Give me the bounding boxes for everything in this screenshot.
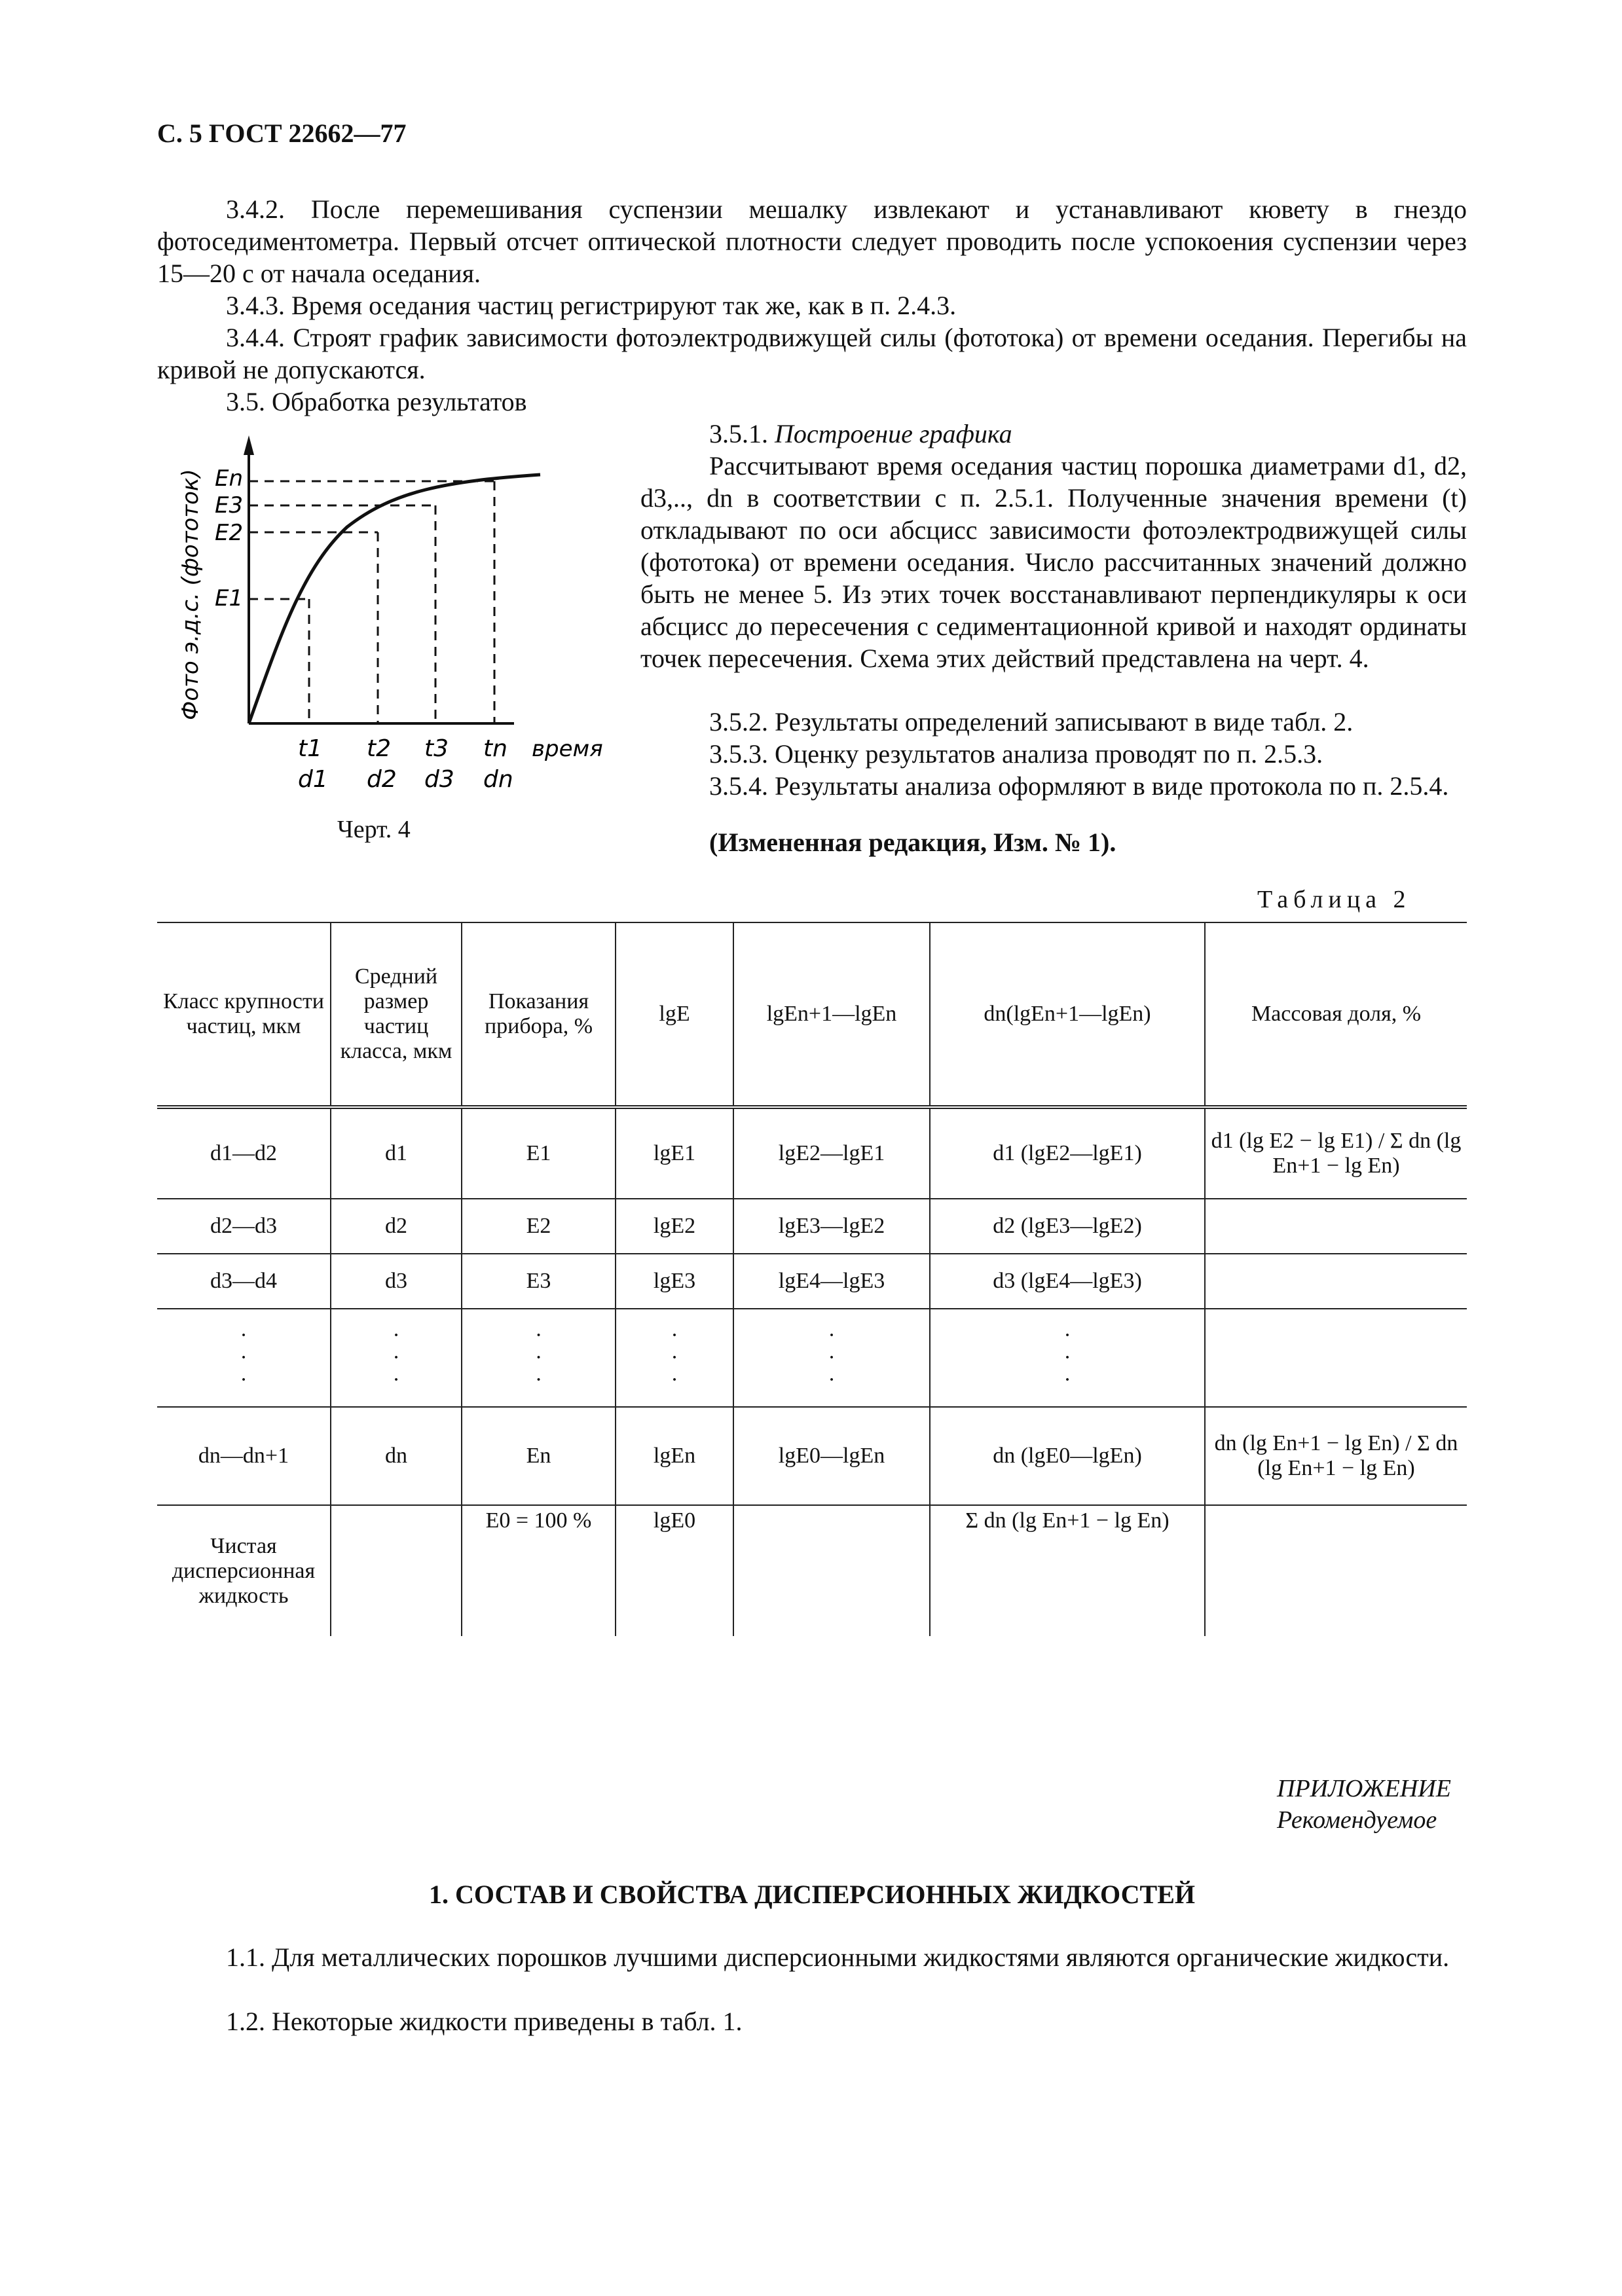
table-title: Таблица 2 — [1257, 886, 1411, 913]
x-axis-label: время — [532, 736, 603, 762]
cell: d1 (lgE2—lgE1) — [930, 1107, 1205, 1199]
cell: d3 — [331, 1254, 462, 1309]
y-tick-e3: E3 — [215, 492, 244, 519]
paragraph-3-5: 3.5. Обработка результатов — [226, 387, 527, 416]
figure-caption: Черт. 4 — [337, 816, 411, 843]
cell: lgE2 — [616, 1199, 733, 1254]
ellipsis: · · · — [331, 1309, 462, 1407]
y-tick-e1: E1 — [215, 585, 244, 611]
cell: d2 — [331, 1199, 462, 1254]
cell — [331, 1505, 462, 1636]
cell: d1—d2 — [157, 1107, 331, 1199]
paragraph-number: 3.5.1. — [709, 419, 768, 448]
ellipsis: · · · — [462, 1309, 616, 1407]
cell: dn — [331, 1407, 462, 1505]
x-tick-d2: d2 — [367, 766, 397, 793]
paragraph-3-4-2: 3.4.2. После перемешивания суспензии мешалку извлекают и устанавливают кювету в гнездо фотоседиментометра. Первый отсчет оптической плотности следует проводить после успокоения суспензии через 15—20 с от начала оседания. — [157, 194, 1467, 288]
x-tick-t1: t1 — [298, 735, 323, 762]
paragraph-1-1: 1.1. Для металлических порошков лучшими дисперсионными жидкостями являются органические жидкости. — [226, 1942, 1450, 1972]
th-mass-fraction: Массовая доля, % — [1205, 922, 1467, 1107]
th-class: Класс крупности частиц, мкм — [157, 922, 331, 1107]
th-lg-diff: lgEn+1—lgEn — [733, 922, 930, 1107]
cell: lgE1 — [616, 1107, 733, 1199]
paragraph-3-4-4: 3.4.4. Строят график зависимости фотоэлектродвижущей силы (фототока) от времени оседания. Перегибы на кривой не допускаются. — [157, 323, 1467, 384]
table-row-ellipsis — [157, 1309, 1467, 1407]
cell — [1205, 1309, 1467, 1407]
cell — [1205, 1505, 1467, 1636]
cell: Чистая дисперсионная жидкость — [172, 1533, 316, 1608]
section-title-plot: Построение графика — [775, 419, 1012, 448]
y-tick-e2: E2 — [215, 520, 244, 546]
paragraph-3-5-1-title — [640, 418, 1467, 450]
cell — [1205, 1254, 1467, 1309]
table-row — [157, 1107, 1467, 1199]
cell: d2—d3 — [157, 1199, 331, 1254]
y-axis-arrow-icon — [244, 435, 254, 455]
th-mean-size: Средний размер частиц класса, мкм — [331, 922, 462, 1107]
cell: lgE3—lgE2 — [733, 1199, 930, 1254]
th-readings: Показания прибора, % — [462, 922, 616, 1107]
cell — [733, 1505, 930, 1636]
x-tick-d3: d3 — [424, 766, 454, 793]
ellipsis: · · · — [616, 1309, 733, 1407]
results-table — [157, 922, 1467, 1636]
cell: E0 = 100 % — [462, 1505, 616, 1636]
cell: dn (lg En+1 − lg En) / Σ dn (lg En+1 − lg En) — [1205, 1407, 1467, 1505]
table-row — [157, 1254, 1467, 1309]
ellipsis: · · · — [157, 1309, 331, 1407]
x-tick-tn: tn — [483, 735, 507, 762]
cell — [1205, 1199, 1467, 1254]
cell: d3—d4 — [157, 1254, 331, 1309]
paragraph-3-5-1-body: Рассчитывают время оседания частиц порошка диаметрами d1, d2, d3,.., dn в соответствии с п. 2.5.1. Полученные значения времени (t) откладывают по оси абсцисс зависимости фотоэлектродвижущей силы (фототока) от времени оседания. Число рассчитанных значений должно быть не менее 5. Из этих точек восстанавливают перпендикуляры к оси абсцисс до пересечения с седиментационной кривой и находят ординаты точек пересечения. Схема этих действий представлена на черт. 4. — [640, 451, 1467, 673]
cell: E2 — [462, 1199, 616, 1254]
y-tick-en: En — [215, 465, 244, 492]
sedimentation-figure — [164, 426, 609, 818]
paragraph-1-2: 1.2. Некоторые жидкости приведены в табл. 1. — [226, 2007, 743, 2036]
paragraph-3-5-3: 3.5.3. Оценку результатов анализа проводят по п. 2.5.3. — [709, 739, 1323, 769]
cell: lgE4—lgE3 — [733, 1254, 930, 1309]
amendment-note: (Измененная редакция, Изм. № 1). — [709, 828, 1116, 857]
cell: lgE0—lgEn — [733, 1407, 930, 1505]
cell: Σ dn (lg En+1 − lg En) — [930, 1505, 1205, 1636]
page-header: С. 5 ГОСТ 22662—77 — [157, 118, 407, 148]
appendix-subtitle: Рекомендуемое — [1277, 1806, 1437, 1834]
th-lge: lgE — [616, 922, 733, 1107]
th-weighted-diff: dn(lgEn+1—lgEn) — [930, 922, 1205, 1107]
x-tick-d1: d1 — [298, 766, 328, 793]
table-row — [157, 1199, 1467, 1254]
x-tick-t3: t3 — [424, 735, 449, 762]
cell: En — [462, 1407, 616, 1505]
paragraph-3-5-2: 3.5.2. Результаты определений записывают в виде табл. 2. — [709, 707, 1354, 737]
table-row — [157, 1407, 1467, 1505]
cell: d1 — [331, 1107, 462, 1199]
cell: dn—dn+1 — [157, 1407, 331, 1505]
appendix-label: ПРИЛОЖЕНИЕ — [1277, 1775, 1451, 1802]
cell: d3 (lgE4—lgE3) — [930, 1254, 1205, 1309]
paragraph-3-4-3: 3.4.3. Время оседания частиц регистрируют так же, как в п. 2.4.3. — [226, 291, 957, 320]
y-axis-label: Фото э.д.с. (фототок) — [177, 469, 204, 720]
ellipsis: · · · — [733, 1309, 930, 1407]
ellipsis: · · · — [930, 1309, 1205, 1407]
cell: dn (lgE0—lgEn) — [930, 1407, 1205, 1505]
table-row — [157, 1505, 1467, 1636]
cell: d2 (lgE3—lgE2) — [930, 1199, 1205, 1254]
cell: lgE2—lgE1 — [733, 1107, 930, 1199]
cell: lgEn — [616, 1407, 733, 1505]
cell: E3 — [462, 1254, 616, 1309]
table-header-row — [157, 922, 1467, 1107]
sedimentation-curve — [249, 475, 540, 723]
cell: d1 (lg E2 − lg E1) / Σ dn (lg En+1 − lg En) — [1205, 1107, 1467, 1199]
section-title: 1. СОСТАВ И СВОЙСТВА ДИСПЕРСИОННЫХ ЖИДКОСТЕЙ — [428, 1880, 1196, 1909]
cell: lgE0 — [616, 1505, 733, 1636]
x-tick-dn: dn — [483, 766, 513, 793]
x-tick-t2: t2 — [367, 735, 392, 762]
paragraph-3-5-4: 3.5.4. Результаты анализа оформляют в виде протокола по п. 2.5.4. — [709, 771, 1449, 801]
cell: E1 — [462, 1107, 616, 1199]
cell: lgE3 — [616, 1254, 733, 1309]
